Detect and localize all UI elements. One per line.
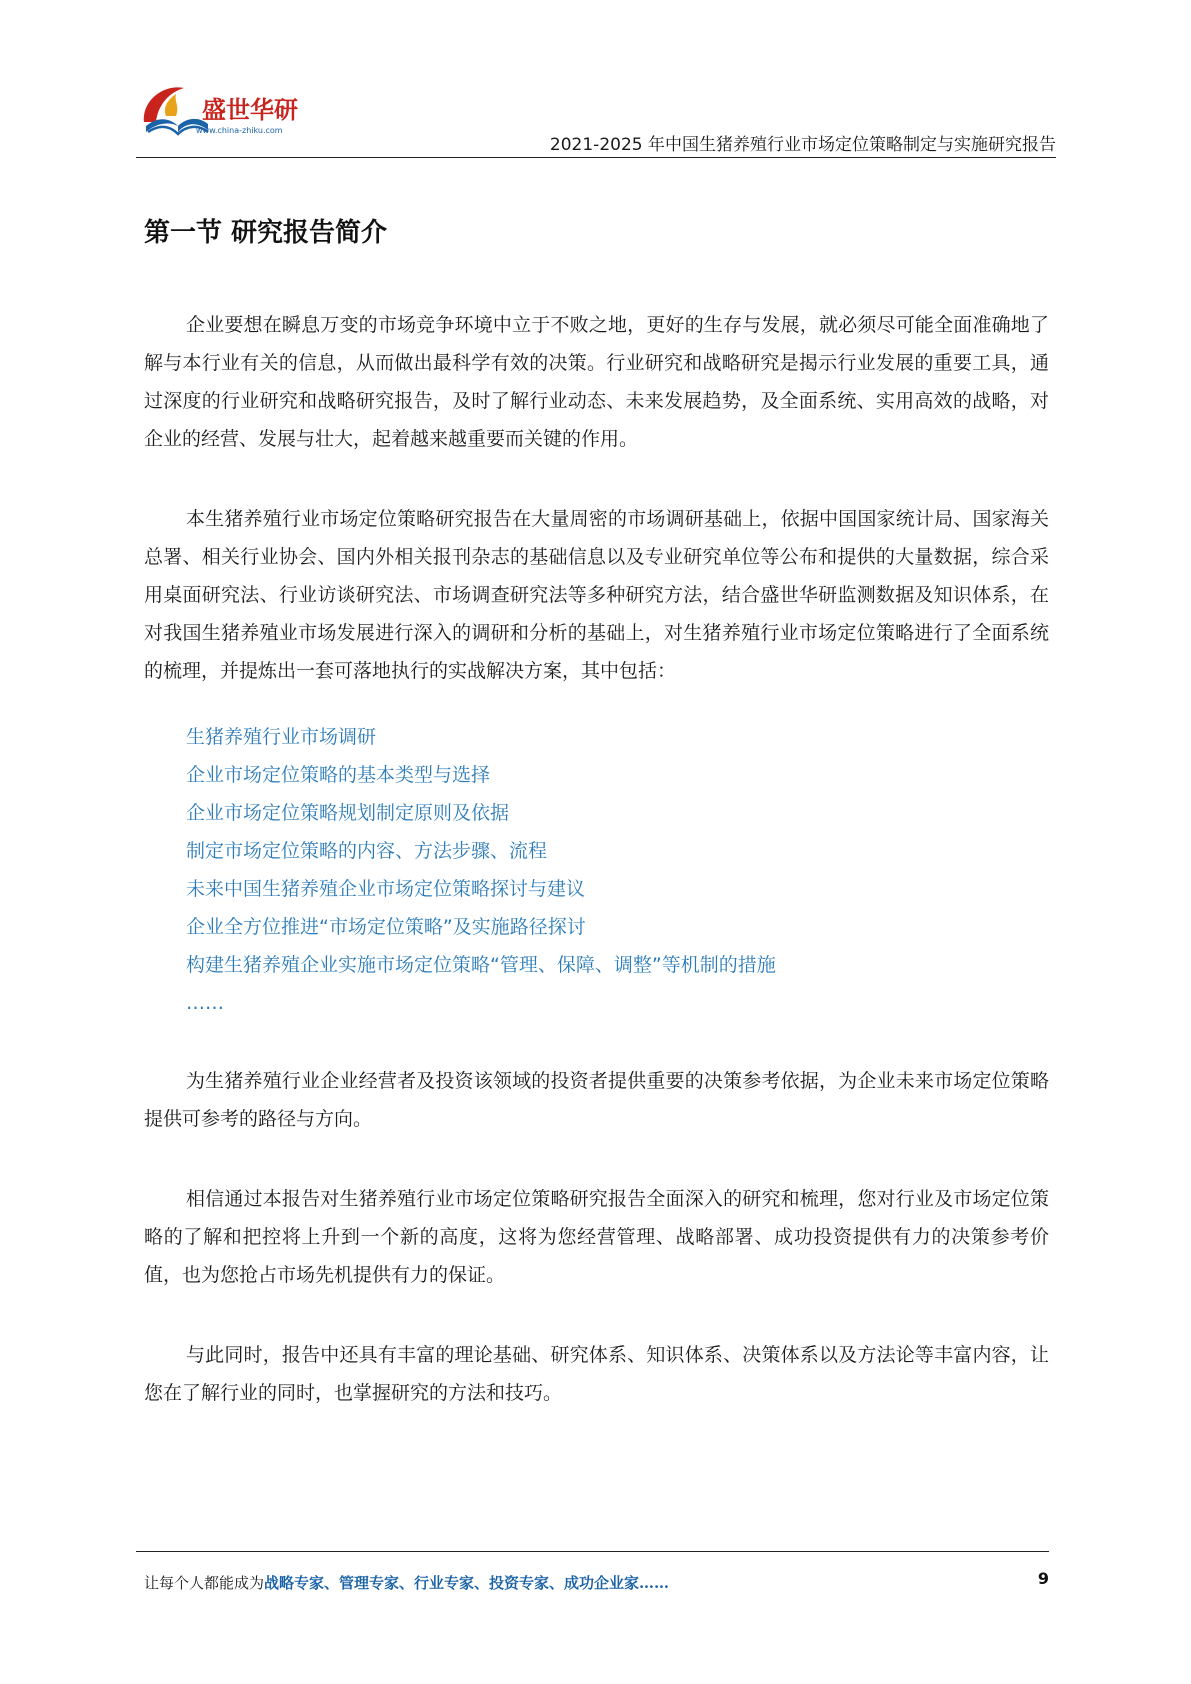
topic-item: 企业全方位推进“市场定位策略”及实施路径探讨 [186,916,586,938]
page-number: 9 [1037,1569,1049,1588]
closing-paragraph: 与此同时，报告中还具有丰富的理论基础、研究体系、知识体系、决策体系以及方法论等丰富内容，让您在了解行业的同时，也掌握研究的方法和技巧。 [144,1344,1049,1404]
topic-item: 未来中国生猪养殖企业市场定位策略探讨与建议 [186,878,586,900]
topic-item: 生猪养殖行业市场调研 [186,726,377,748]
topic-item: 制定市场定位策略的内容、方法步骤、流程 [186,840,548,862]
header-divider [136,157,1056,158]
logo-brand-name: 盛世华研 [202,96,298,124]
report-title: 2021-2025 年中国生猪养殖行业市场定位策略制定与实施研究报告 [549,135,1056,155]
section-title: 第一节 研究报告简介 [144,218,388,248]
footer-divider [136,1551,1049,1552]
topic-item-ellipsis: …… [186,992,224,1014]
methodology-paragraph: 本生猪养殖行业市场定位策略研究报告在大量周密的市场调研基础上，依据中国国家统计局、国家海关总署、相关行业协会、国内外相关报刊杂志的基础信息以及专业研究单位等公布和提供的大量数据，综合采用桌面研究法、行业访谈研究法、市场调查研究法等多种研究方法，结合盛世华研监测数据及知识体系，在对我国生猪养殖业市场发展进行深入的调研和分析的基础上，对生猪养殖行业市场定位策略进行了全面系统的梳理，并提炼出一套可落地执行的实战解决方案，其中包括： [144,508,1049,682]
topic-list [186,718,1049,1022]
logo-url: www.china-zhiku.com [196,126,283,135]
slogan-highlight: 战略专家、管理专家、行业专家、投资专家、成功企业家…… [264,1574,670,1592]
purpose-paragraph: 为生猪养殖行业企业经营者及投资该领域的投资者提供重要的决策参考依据，为企业未来市场定位策略提供可参考的路径与方向。 [144,1070,1049,1130]
intro-paragraph: 企业要想在瞬息万变的市场竞争环境中立于不败之地，更好的生存与发展，就必须尽可能全面准确地了解与本行业有关的信息，从而做出最科学有效的决策。行业研究和战略研究是揭示行业发展的重要工具，通过深度的行业研究和战略研究报告，及时了解行业动态、未来发展趋势，及全面系统、实用高效的战略，对企业的经营、发展与壮大，起着越来越重要而关键的作用。 [144,314,1049,450]
topic-item: 企业市场定位策略规划制定原则及依据 [186,802,510,824]
footer-slogan [144,1572,669,1593]
company-logo [136,78,311,150]
page-header [136,78,1056,158]
topic-item: 企业市场定位策略的基本类型与选择 [186,764,491,786]
topic-item: 构建生猪养殖企业实施市场定位策略“管理、保障、调整”等机制的措施 [186,954,776,976]
slogan-prefix: 让每个人都能成为 [144,1574,265,1592]
report-body [144,306,1049,1454]
value-paragraph: 相信通过本报告对生猪养殖行业市场定位策略研究报告全面深入的研究和梳理，您对行业及市场定位策略的了解和把控将上升到一个新的高度，这将为您经营管理、战略部署、成功投资提供有力的决策参考价值，也为您抢占市场先机提供有力的保证。 [144,1188,1049,1286]
